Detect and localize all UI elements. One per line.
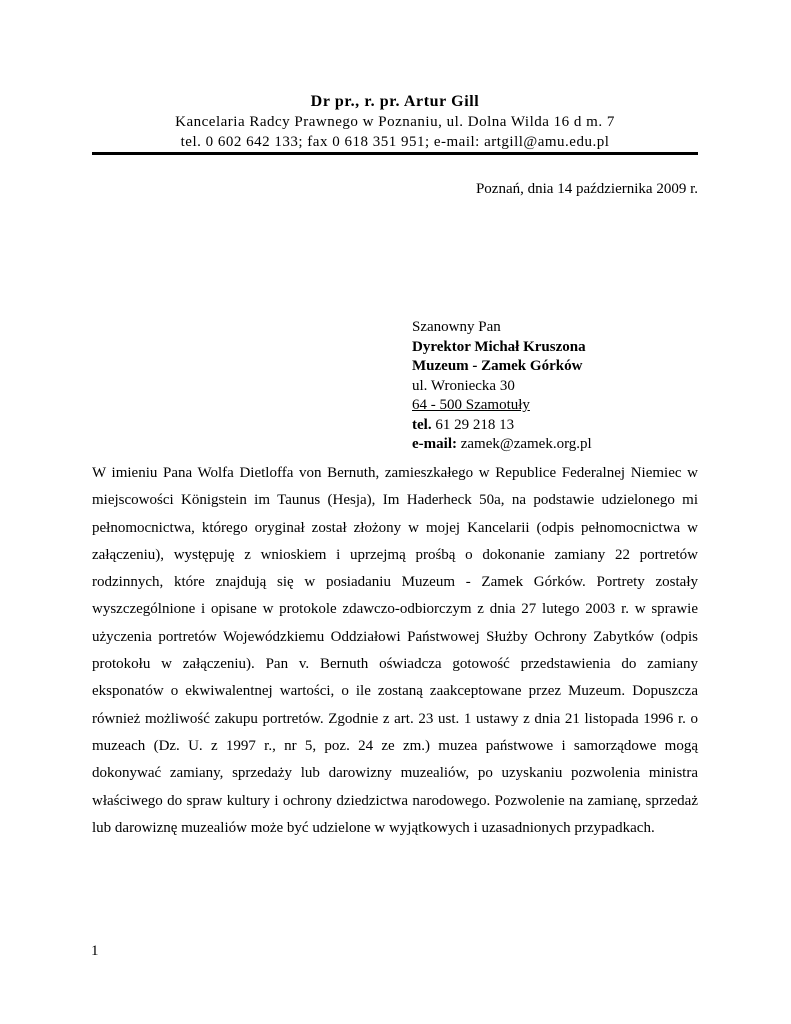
letterhead-name: Dr pr., r. pr. Artur Gill xyxy=(310,93,480,110)
recipient-email xyxy=(412,435,592,455)
date-line: Poznań, dnia 14 października 2009 r. xyxy=(475,181,698,197)
letterhead-divider xyxy=(92,152,698,155)
recipient-name: Dyrektor Michał Kruszona xyxy=(412,338,586,355)
recipient-email-label: e-mail: xyxy=(412,436,457,452)
body-paragraph: W imieniu Pana Wolfa Dietloffa von Bernuth, zamieszkałego w Republice Federalnej Niemiec w miejscowości Königstein im Taunus (Hesja), Im Haderheck 50a, na podstawie udzielonego mi pełnomocnictwa, którego oryginał został złożony w mojej Kancelarii (odpis pełnomocnictwa w załączeniu), występuję z wnioskiem i uprzejmą prośbą o dokonanie zamiany 22 portretów rodzinnych, które znajdują się w posiadaniu Muzeum - Zamek Górków. Portrety zostały wyszczególnione i opisane w protokole zdawczo-odbiorczym z dnia 27 lutego 2003 r. w sprawie użyczenia portretów Wojewódzkiemu Oddziałowi Państwowej Służby Ochrony Zabytków (odpis protokołu w załączeniu). Pan v. Bernuth oświadcza gotowość przedstawienia do zamiany eksponatów o ekwiwalentnej wartości, o ile zostaną zaakceptowane przez Muzeum. Dopuszcza również możliwość zakupu portretów. Zgodnie z art. 23 ust. 1 ustawy z dnia 21 listopada 1996 r. o muzeach (Dz. U. z 1997 r., nr 5, poz. 24 ze zm.) muzea państwowe i samorządowe mogą dokonywać zamiany, sprzedaży lub darowizny muzealiów, po uzyskaniu pozwolenia ministra właściwego do spraw kultury i ochrony dziedzictwa narodowego. Pozwolenie na zamianę, sprzedaż lub darowiznę muzealiów może być udzielone w wyjątkowych i uzasadnionych przypadkach. xyxy=(92,465,698,836)
recipient-phone-value: 61 29 218 13 xyxy=(431,416,515,433)
recipient-phone-label: tel. xyxy=(412,416,432,433)
recipient-institution: Muzeum - Zamek Górków xyxy=(412,358,583,374)
recipient-salutation: Szanowny Pan xyxy=(412,319,501,335)
recipient-street: ul. Wroniecka 30 xyxy=(412,377,515,394)
recipient-postal-city: 64 - 500 Szamotuły xyxy=(412,397,530,413)
recipient-address-block xyxy=(412,318,592,455)
page-number: 1 xyxy=(91,943,99,959)
letterhead-office-line: Kancelaria Radcy Prawnego w Poznaniu, ul. Dolna Wilda 16 d m. 7 xyxy=(175,114,615,130)
recipient-phone xyxy=(412,416,592,436)
recipient-email-value: zamek@zamek.org.pl xyxy=(456,436,592,452)
letterhead xyxy=(92,92,698,152)
letterhead-contact-line: tel. 0 602 642 133; fax 0 618 351 951; e-mail: artgill@amu.edu.pl xyxy=(180,134,610,150)
